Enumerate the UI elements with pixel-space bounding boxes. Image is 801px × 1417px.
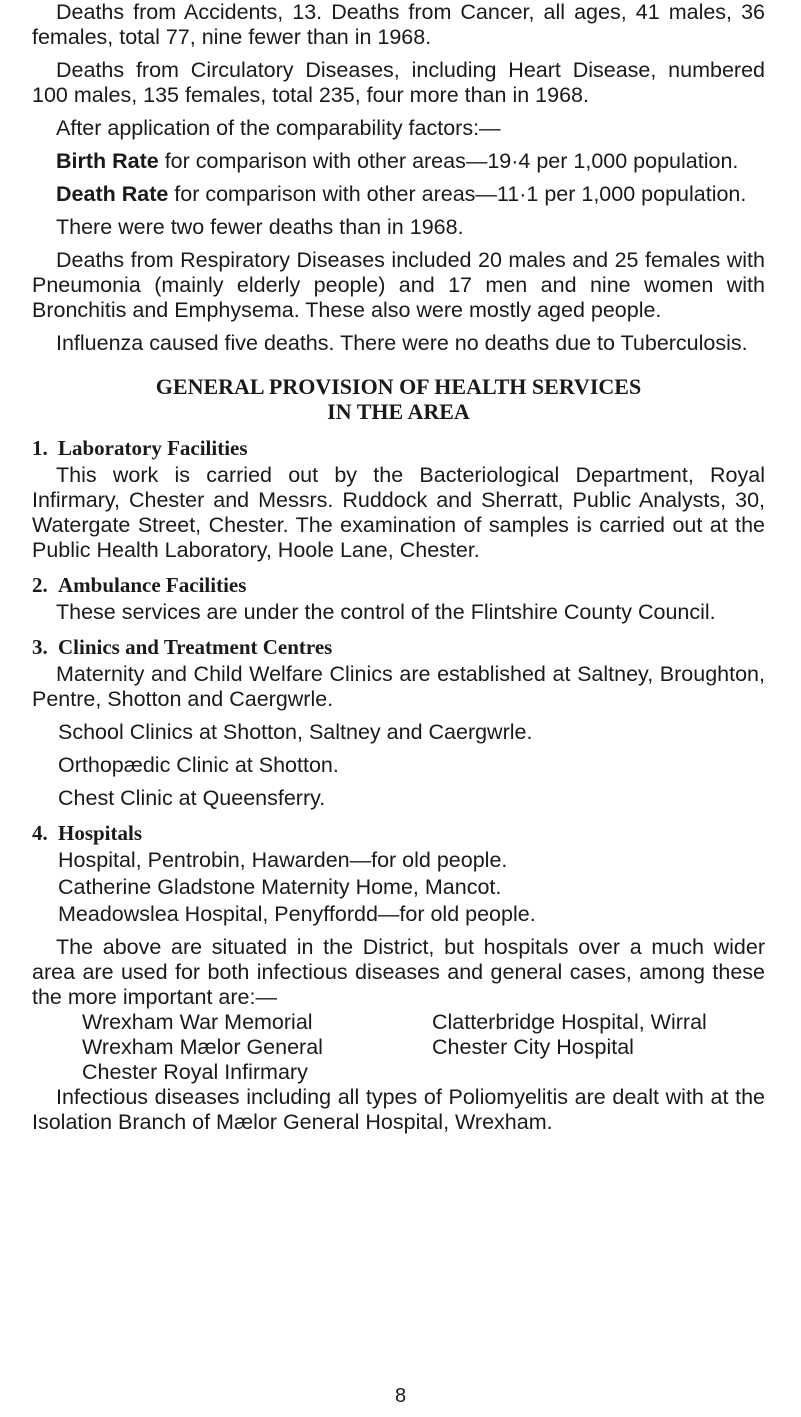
death-rate-text: for comparison with other areas—11·1 per 1,000 population. <box>168 182 747 206</box>
fewer-deaths-paragraph: There were two fewer deaths than in 1968. <box>56 215 464 239</box>
influenza-paragraph: Influenza caused five deaths. There were no deaths due to Tuberculosis. <box>56 331 748 355</box>
heading-line-1: GENERAL PROVISION OF HEALTH SERVICES <box>155 374 642 399</box>
page-number: 8 <box>394 1385 407 1407</box>
birth-rate-paragraph <box>32 149 765 174</box>
ambulance-text: These services are under the control of the Flintshire County Council. <box>56 600 716 624</box>
death-rate-paragraph <box>32 182 765 207</box>
birth-rate-text: for comparison with other areas—19·4 per 1,000 population. <box>158 149 739 173</box>
birth-rate-label: Birth Rate <box>56 149 159 173</box>
clinics-line: Chest Clinic at Queensferry. <box>58 786 326 810</box>
hospitals-paragraph: The above are situated in the District, but hospitals over a much wider area are used for both infectious diseases and general cases, among these the more important are:— <box>32 935 765 1009</box>
hospital-line: Meadowslea Hospital, Penyffordd—for old people. <box>58 902 536 926</box>
circulatory-paragraph: Deaths from Circulatory Diseases, including Heart Disease, numbered 100 males, 135 females, total 235, four more than in 1968. <box>32 58 765 107</box>
clinics-line: School Clinics at Shotton, Saltney and Caergwrle. <box>58 720 533 744</box>
comparability-paragraph: After application of the comparability factors:— <box>56 116 501 140</box>
hospital-line: Hospital, Pentrobin, Hawarden—for old people. <box>58 848 508 872</box>
heading-line-2: IN THE AREA <box>327 399 470 424</box>
laboratory-text: This work is carried out by the Bacteriological Department, Royal Infirmary, Chester and Messrs. Ruddock and Sherratt, Public Analysts, 30, Watergate Street, Chester. The examination of samples is carried out at the Public Health Laboratory, Hoole Lane, Chester. <box>32 463 765 562</box>
hospitals-title: 4. Hospitals <box>32 821 143 845</box>
laboratory-title: 1. Laboratory Facilities <box>32 436 248 460</box>
clinics-line: Maternity and Child Welfare Clinics are established at Saltney, Broughton, Pentre, Shotton and Caergwrle. <box>32 662 765 711</box>
hospital-line: Catherine Gladstone Maternity Home, Mancot. <box>58 875 502 899</box>
respiratory-paragraph: Deaths from Respiratory Diseases included 20 males and 25 females with Pneumonia (mainly elderly people) and 17 men and nine women with Bronchitis and Emphysema. These also were mostly aged people. <box>32 248 765 322</box>
section-heading <box>32 374 765 424</box>
hospital-list <box>32 1010 765 1085</box>
hospital-name: Chester City Hospital <box>432 1035 634 1059</box>
hospital-name: Clatterbridge Hospital, Wirral <box>432 1010 707 1034</box>
hospital-name: Chester Royal Infirmary <box>82 1060 308 1084</box>
hospital-name: Wrexham Mælor General <box>82 1035 323 1059</box>
death-rate-label: Death Rate <box>56 182 169 206</box>
ambulance-title: 2. Ambulance Facilities <box>32 573 247 597</box>
infectious-paragraph: Infectious diseases including all types of Poliomyelitis are dealt with at the Isolation Branch of Mælor General Hospital, Wrexham. <box>32 1085 765 1134</box>
clinics-title: 3. Clinics and Treatment Centres <box>32 635 333 659</box>
hospital-name <box>432 1060 765 1085</box>
accident-cancer-paragraph: Deaths from Accidents, 13. Deaths from Cancer, all ages, 41 males, 36 females, total 77, nine fewer than in 1968. <box>32 0 765 49</box>
hospital-name: Wrexham War Memorial <box>82 1010 313 1034</box>
clinics-line: Orthopædic Clinic at Shotton. <box>58 753 339 777</box>
